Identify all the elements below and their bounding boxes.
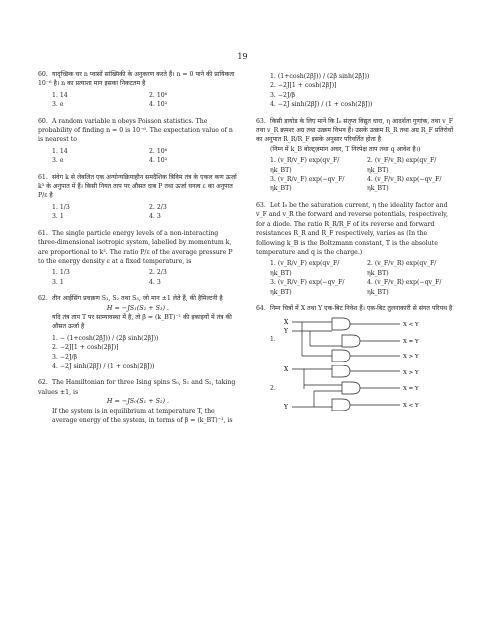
question-63-hindi	[256, 117, 456, 194]
question-61-english	[38, 229, 238, 287]
question-61-hindi	[38, 173, 238, 222]
option-4: 4. 3	[149, 278, 161, 286]
question-number: 61.	[38, 173, 48, 181]
question-64-hindi	[256, 304, 456, 411]
option-3: 3. e	[52, 101, 64, 109]
question-number: 63.	[256, 201, 266, 209]
question-62-hindi	[38, 294, 238, 371]
option-3: 3. (v_R/v_F) exp(−qv_F/ηk_BT)	[270, 279, 345, 296]
options	[38, 268, 238, 287]
question-stem-continued: If the system is in equilibrium at temperature T, the average energy of the system, in terms of β = (k_BT)⁻¹, is	[52, 407, 233, 424]
question-number: 60.	[38, 71, 48, 78]
output-1-label: X > Y	[402, 370, 419, 377]
output-1-label: X < Y	[402, 322, 419, 329]
question-number: 62.	[38, 379, 48, 387]
option-3: 3. −2J/β	[52, 353, 78, 361]
question-stem-continued: यदि तंत्र ताप T पर साम्यावस्था में है, तो β = (k_BT)⁻¹ की इकाइयों में तंत्र की औसत ऊर्जा है	[52, 313, 232, 331]
option-3: 3. (v_R/v_F) exp(−qv_F/ηk_BT)	[270, 176, 345, 193]
question-stem: Let I₀ be the saturation current, η the ideality factor and v_F and v_R the forward and reverse potentials, respectively, for a diode. The ratio R_R/R_F of its reverse and forward resistances R_R and R_F respectively, varies as (In the following k_B is the Boltzmann constant, T is the absolute temperature and q is the charge.)	[256, 201, 448, 256]
circuit-option-2	[256, 365, 456, 411]
left-column	[38, 70, 238, 432]
question-number: 62.	[38, 295, 48, 303]
output-3-label: X > Y	[402, 354, 419, 361]
input-y-label: Y	[283, 404, 288, 412]
option-1: 1. 1/3	[52, 269, 70, 277]
question-number: 61.	[38, 229, 48, 237]
option-2: 2. −2J[1 + cosh(2βJ)]	[52, 344, 119, 352]
right-column	[256, 70, 456, 418]
option-4: 4. 10²	[149, 157, 168, 165]
option-3: 3. 1	[52, 213, 64, 221]
question-stem: निम्न चित्रों में X तथा Y एक-बिट निवेश हैं। एक-बिट तुलनाकारी से संगत परिपथ है	[270, 304, 453, 312]
question-note: (निम्न में k_B बोल्ट्ज़मान अचर, T निरपेक्ष ताप तथा q आवेश है।)	[270, 145, 421, 153]
option-3: 3. 1	[52, 278, 64, 286]
option-4: 4. 3	[149, 213, 161, 221]
options	[38, 91, 238, 110]
option-3: 3. −2J/β	[270, 91, 296, 99]
input-x-label: X	[283, 319, 289, 327]
question-stem: तीन आईसिंग प्रचक्रण S₁, S₂ तथा S₃, जो मान ±1 लेते हैं, की हैमिल्टनी है	[52, 295, 223, 303]
option-4: 4. −2J sinh(2βJ) / (1 + cosh(2βJ))	[52, 362, 155, 370]
option-2: 2. 10⁶	[149, 91, 168, 99]
options	[38, 203, 238, 222]
option-1: 1. 14	[52, 147, 68, 155]
option-2: 2. (v_F/v_R) exp(qv_F/ηk_BT)	[367, 157, 437, 174]
question-stem: किसी डायोड के लिए मानें कि I₀ संतृप्त विद्युत धारा, η आदर्शता गुणांक, तथा v_F तथा v_R क्रमशः अग्र तथा उत्क्रम विभव हैं। उसके उत्क्रम R_R तथा अग्र R_F प्रतिरोधों का अनुपात R_R/R_F इसके अनुसार परिवर्तित होता है	[256, 117, 454, 144]
hamiltonian-equation: H = −JS₀(S₁ + S₂) .	[106, 397, 170, 406]
circuit-option-1	[256, 316, 456, 362]
option-1: 1. − (1+cosh(2βJ)) / (2β sinh(2βJ))	[52, 334, 159, 342]
question-number: 60.	[38, 117, 48, 125]
question-60-english	[38, 117, 238, 166]
question-stem: A random variable n obeys Poisson statistics. The probability of finding n = 0 is 10⁻⁶. The expectation value of n is nearest to	[38, 117, 233, 144]
option-1: 1. 14	[52, 91, 68, 99]
output-2-label: X = Y	[402, 386, 419, 393]
option-4: 4. −2J sinh(2βJ) / (1 + cosh(2βJ))	[270, 101, 373, 109]
comparator-circuit-figure-2	[282, 365, 442, 411]
options	[256, 259, 456, 297]
option-1: 1. (1+cosh(2βJ)) / (2β sinh(2βJ))	[270, 73, 370, 80]
comparator-circuit-figure-1	[282, 316, 442, 362]
input-x-label: X	[283, 366, 289, 374]
input-y-label: Y	[283, 328, 288, 336]
option-4: 4. (v_F/v_R) exp(−qv_F/ηk_BT)	[367, 279, 442, 296]
options	[256, 72, 456, 110]
option-1: 1. 1/3	[52, 203, 70, 211]
hamiltonian-equation: H = −JS₁(S₂ + S₃) .	[106, 303, 170, 312]
option-1: 1. (v_R/v_F) exp(qv_F/ηk_BT)	[270, 157, 340, 174]
option-3: 3. e	[52, 157, 64, 165]
output-3-label: X < Y	[402, 403, 419, 410]
options	[256, 156, 456, 194]
option-4: 4. 10²	[149, 101, 168, 109]
question-number: 64.	[256, 304, 266, 312]
option-2: 2. −2J[1 + cosh(2βJ)]	[270, 82, 337, 90]
question-stem: यादृच्छिक चर n प्वासों सांख्यिकी के अनुकरण करते हैं। n = 0 पाने की प्रायिकता 10⁻⁶ है। n का प्रत्याशा मान इसका निकटतम है	[38, 71, 235, 88]
option-2: 2. 2/3	[149, 269, 167, 277]
page-number: 19	[237, 52, 248, 61]
option-4: 4. (v_F/v_R) exp(−qv_F/ηk_BT)	[367, 176, 442, 193]
question-63-english	[256, 201, 456, 297]
figure-label: 2.	[270, 384, 276, 392]
options	[38, 334, 238, 372]
figure-label: 1.	[270, 335, 276, 343]
option-1: 1. (v_R/v_F) exp(qv_F/ηk_BT)	[270, 260, 340, 277]
question-number: 63.	[256, 117, 266, 125]
question-62-english-options	[256, 72, 456, 110]
question-stem: संवेग k से लेबलित एक अन्योन्यक्रियाहीन समदैशिक त्रिविम तंत्र के एकल कण ऊर्जा k³ के अनुपात में हैं। किसी नियत ताप पर औसत दाब P तथा ऊर्जा घनत्व ε का अनुपात P/ε है	[38, 173, 237, 200]
output-2-label: X = Y	[402, 339, 419, 346]
question-stem: The Hamiltonian for three Ising spins S₀, S₁ and S₂, taking values ±1, is	[38, 379, 236, 396]
question-stem: The single particle energy levels of a non-interacting three-dimensional isotropic system, labelled by momentum k, are proportional to k³. The ratio P/ε of the average pressure P to the energy density ε at a fixed temperature, is	[38, 229, 233, 265]
question-60-hindi	[38, 70, 238, 110]
option-2: 2. 10⁶	[149, 147, 168, 155]
question-62-english	[38, 378, 238, 425]
option-2: 2. (v_F/v_R) exp(qv_F/ηk_BT)	[367, 260, 437, 277]
option-2: 2. 2/3	[149, 203, 167, 211]
options	[38, 147, 238, 166]
